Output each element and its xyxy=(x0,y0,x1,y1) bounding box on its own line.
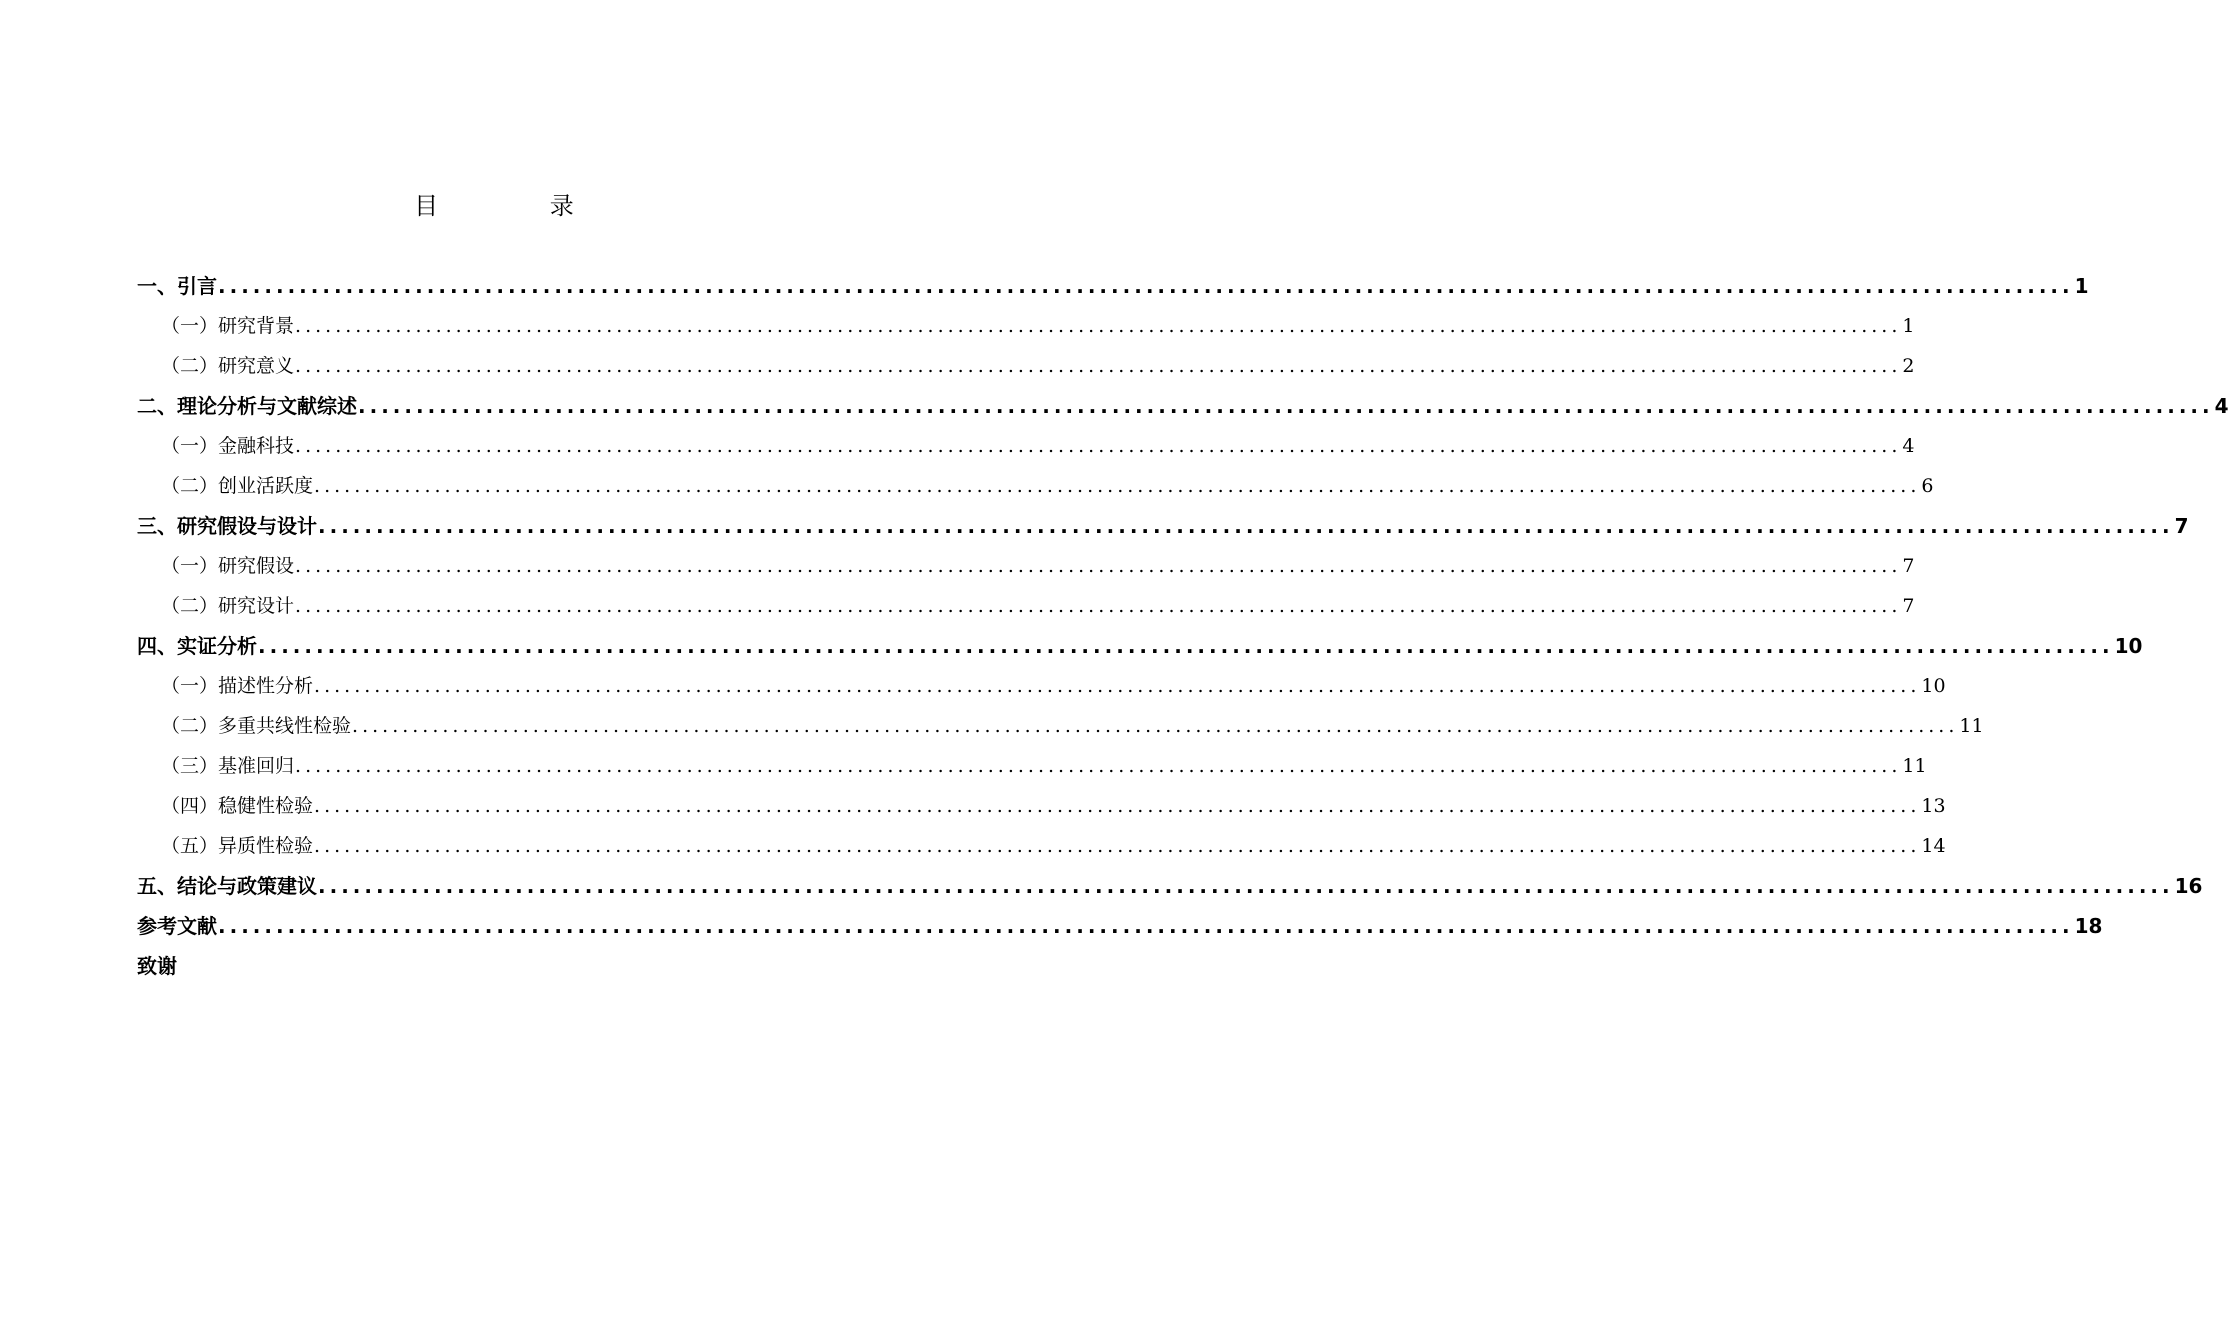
toc-entry[interactable] xyxy=(137,786,1946,826)
toc-entry-label: 理论分析与文献综述 xyxy=(177,394,357,418)
dot-leader: ................................................................................................................................................................ xyxy=(218,914,2074,938)
toc-entry[interactable] xyxy=(137,386,2229,426)
dot-leader: ................................................................................................................................................................ xyxy=(218,274,2074,298)
toc-entry-number: 一、 xyxy=(137,274,177,298)
toc-entry[interactable] xyxy=(137,826,1946,866)
toc-entry[interactable] xyxy=(137,506,2189,546)
dot-leader: ................................................................................................................................................................ xyxy=(318,514,2174,538)
toc-entry[interactable] xyxy=(137,266,2089,306)
toc-entry-label: 稳健性检验 xyxy=(218,795,314,817)
dot-leader: ................................................................................................................................................................ xyxy=(258,634,2114,658)
dot-leader: ................................................................................................................................................................ xyxy=(295,435,1902,457)
toc-entry-page: 6 xyxy=(1921,475,1934,497)
toc-entry-page: 14 xyxy=(1921,835,1946,857)
toc-entry-page: 16 xyxy=(2174,874,2203,898)
toc-entry-label: 研究假设与设计 xyxy=(177,514,317,538)
toc-entry[interactable] xyxy=(137,706,1984,746)
toc-entry[interactable] xyxy=(137,666,1946,706)
toc-entry-number: （四） xyxy=(161,795,219,817)
toc-entry-number: （一） xyxy=(161,675,219,697)
toc-entry-number: （二） xyxy=(161,595,219,617)
dot-leader: ................................................................................................................................................................ xyxy=(318,874,2174,898)
toc-entry-page: 11 xyxy=(1959,715,1984,737)
toc-entry-number: 五、 xyxy=(137,874,177,898)
toc-entry-number: （二） xyxy=(161,475,219,497)
toc-entry[interactable] xyxy=(137,546,1915,586)
toc-entry-page: 10 xyxy=(2114,634,2143,658)
toc-entry-page: 11 xyxy=(1902,755,1927,777)
toc-entry-page: 7 xyxy=(1902,555,1915,577)
toc-entry-number: 二、 xyxy=(137,394,177,418)
toc-entry[interactable] xyxy=(137,866,2203,906)
toc-entry-page: 10 xyxy=(1921,675,1946,697)
toc-entry-number: （三） xyxy=(161,755,219,777)
dot-leader: ................................................................................................................................................................ xyxy=(314,675,1921,697)
toc-entry-page: 4 xyxy=(2214,394,2229,418)
dot-leader: ................................................................................................................................................................ xyxy=(295,355,1902,377)
toc-title: 目 录 xyxy=(414,192,626,220)
toc-entry-label: 多重共线性检验 xyxy=(218,715,352,737)
toc-entry-label: 实证分析 xyxy=(177,634,257,658)
toc-entry-number: （五） xyxy=(161,835,219,857)
toc-entry-number: （一） xyxy=(161,315,219,337)
toc-entry-number: 三、 xyxy=(137,514,177,538)
toc-entry-page: 1 xyxy=(1902,315,1915,337)
toc-entry-number: （一） xyxy=(161,435,219,457)
toc-entry[interactable] xyxy=(137,626,2143,666)
toc-entry[interactable] xyxy=(137,306,1915,346)
dot-leader: ................................................................................................................................................................ xyxy=(295,755,1902,777)
toc-entry[interactable] xyxy=(137,426,1915,466)
toc-entry-number: （一） xyxy=(161,555,219,577)
toc-entry[interactable] xyxy=(137,746,1927,786)
toc-entry-label: 异质性检验 xyxy=(218,835,314,857)
dot-leader: ................................................................................................................................................................ xyxy=(295,595,1902,617)
toc-entry-page: 7 xyxy=(2174,514,2189,538)
toc-entry[interactable] xyxy=(137,946,850,986)
toc-entry-label: 基准回归 xyxy=(218,755,295,777)
toc-entry-number: （二） xyxy=(161,715,219,737)
toc-entry-number: 四、 xyxy=(137,634,177,658)
toc-entry-label: 描述性分析 xyxy=(218,675,314,697)
toc-entry[interactable] xyxy=(137,466,1934,506)
toc-entry-page: 13 xyxy=(1921,795,1946,817)
toc-entry-label: 研究背景 xyxy=(218,315,295,337)
toc-entry[interactable] xyxy=(137,586,1915,626)
dot-leader: ................................................................................................................................................................ xyxy=(295,315,1902,337)
toc-entry-label: 研究设计 xyxy=(218,595,295,617)
toc-entry-label: 引言 xyxy=(177,274,217,298)
toc-entry-page: 2 xyxy=(1902,355,1915,377)
toc-entry[interactable] xyxy=(137,906,2103,946)
dot-leader: ................................................................................................................................................................ xyxy=(314,475,1921,497)
toc-entry-label: 研究意义 xyxy=(218,355,295,377)
toc-entry-number: （二） xyxy=(161,355,219,377)
toc-entry-page: 4 xyxy=(1902,435,1915,457)
toc-entry-page: 7 xyxy=(1902,595,1915,617)
toc-entry-label: 致谢 xyxy=(137,954,177,978)
toc-entry-page: 1 xyxy=(2074,274,2089,298)
toc-entry-label: 金融科技 xyxy=(218,435,295,457)
dot-leader: ................................................................................................................................................................ xyxy=(314,835,1921,857)
toc-entry-label: 创业活跃度 xyxy=(218,475,314,497)
toc-entry-page: 18 xyxy=(2074,914,2103,938)
dot-leader: ................................................................................................................................................................ xyxy=(352,715,1959,737)
table-of-contents xyxy=(137,266,2229,986)
toc-entry-label: 研究假设 xyxy=(218,555,295,577)
toc-entry-label: 参考文献 xyxy=(137,914,217,938)
toc-entry[interactable] xyxy=(137,346,1915,386)
toc-entry-label: 结论与政策建议 xyxy=(177,874,317,898)
dot-leader: ................................................................................................................................................................ xyxy=(314,795,1921,817)
dot-leader: ................................................................................................................................................................ xyxy=(358,394,2214,418)
dot-leader: ................................................................................................................................................................ xyxy=(295,555,1902,577)
